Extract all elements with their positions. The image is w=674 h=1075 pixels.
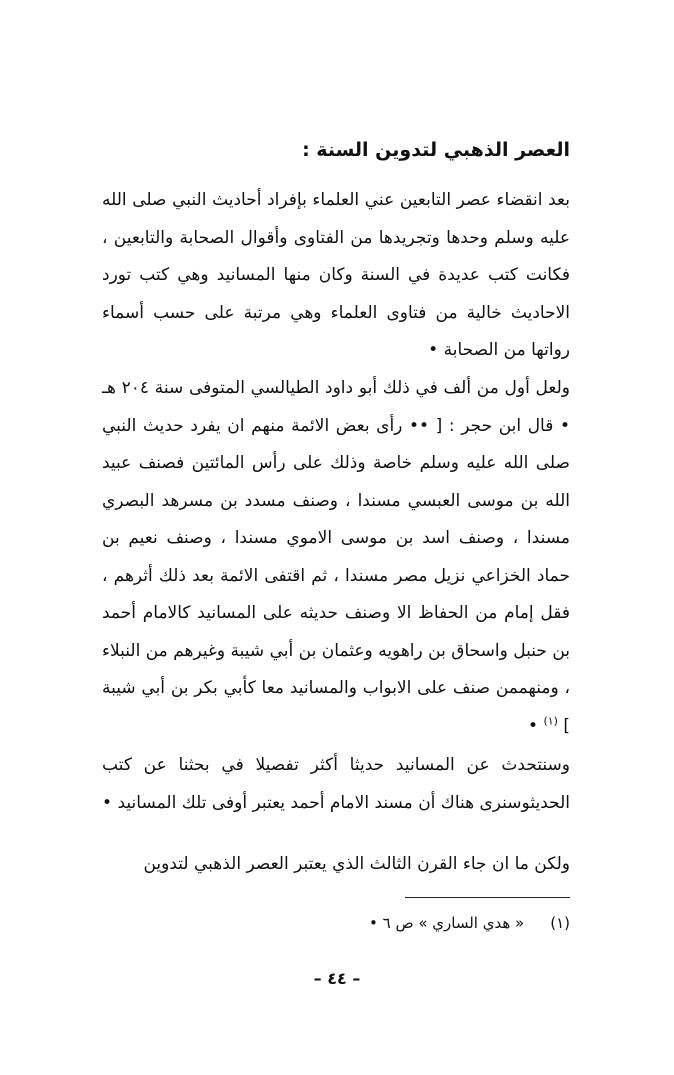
footnote-reference: (١) bbox=[543, 713, 558, 727]
paragraph-4: ولكن ما ان جاء القرن الثالث الذي يعتبر العصر الذهبي لتدوين bbox=[143, 854, 570, 874]
paragraph-2 bbox=[102, 370, 570, 745]
section-heading: العصر الذهبي لتدوين السنة : bbox=[302, 139, 570, 161]
footnote-divider bbox=[405, 897, 570, 898]
paragraph-2-text: ولعل أول من ألف في ذلك أبو داود الطيالسي المتوفى سنة ٢٠٤ هـ • قال ابن حجر : [ •• رأى بعض الائمة منهم ان يفرد حديث النبي صلى الله عليه وسلم خاصة وذلك على رأس المائتين فصنف عبيد الله بن موسى العبسي مسندا ، وصنف مسدد بن مسرهد البصري مسندا ، وصنف اسد بن موسى الاموي مسندا ، وصنف نعيم بن حماد الخزاعي نزيل مصر مسندا ، ثم اقتفى الائمة بعد ذلك أثرهم ، فقل إمام من الحفاظ الا وصنف حديثه على المسانيد كالامام أحمد بن حنبل واسحاق بن راهويه وعثمان بن أبي شيبة وغيرهم من النبلاء ، ومنهممن صنف على الابواب والمسانيد معا كأبي بكر بن أبي شيبة ] bbox=[102, 378, 570, 736]
paragraph-3: وسنتحدث عن المسانيد حديثا أكثر تفصيلا في بحثنا عن كتب الحديثوسنرى هناك أن مسند الامام أحمد يعتبر أوفى تلك المسانيد • bbox=[102, 755, 570, 813]
paragraph-2-end-mark: • bbox=[528, 715, 539, 736]
footnote-text: « هدي الساري » ص ٦ • bbox=[369, 914, 525, 932]
paragraph-1: بعد انقضاء عصر التابعين عني العلماء بإفراد أحاديث النبي صلى الله عليه وسلم وحدها وتجريدها من الفتاوى وأقوال الصحابة والتابعين ، فكانت كتب عديدة في السنة وكان منها المسانيد وهي كتب تورد الاحاديث خالية من فتاوى العلماء وهي مرتبة على حسب أسماء رواتها من الصحابة • bbox=[102, 190, 570, 360]
footnote bbox=[102, 909, 570, 937]
page-number: – ٤٤ – bbox=[313, 969, 361, 988]
footnote-number: (١) bbox=[550, 914, 570, 932]
